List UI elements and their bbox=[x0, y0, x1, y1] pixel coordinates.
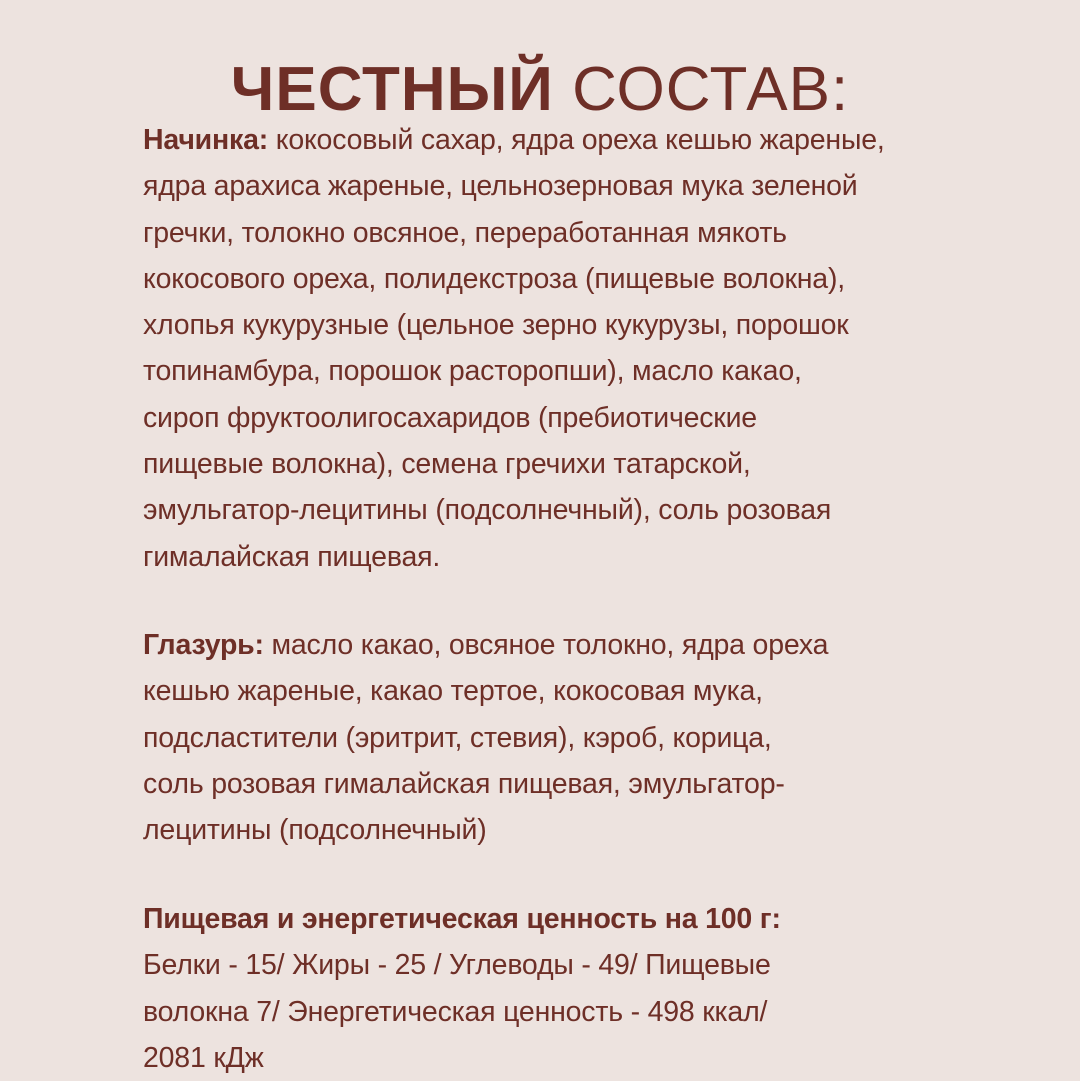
glaze-line: соль розовая гималайская пищевая, эмульгатор- bbox=[143, 767, 785, 800]
filling-line: пищевые волокна), семена гречихи татарской, bbox=[143, 448, 751, 481]
glaze-ingredients-section bbox=[143, 622, 1043, 853]
glaze-line: лецитины (подсолнечный) bbox=[143, 814, 487, 847]
filling-label: Начинка: bbox=[143, 124, 269, 156]
filling-line: гималайская пищевая. bbox=[143, 540, 441, 573]
nutrition-heading: Пищевая и энергетическая ценность на 100 г: bbox=[143, 903, 781, 935]
filling-line: топинамбура, порошок расторопши), масло какао, bbox=[143, 355, 802, 388]
filling-text: кокосовый сахар, ядра ореха кешью жареные, bbox=[268, 124, 885, 156]
nutrition-line: волокна 7/ Энергетическая ценность - 498 ккал/ bbox=[143, 995, 768, 1028]
page-title bbox=[0, 54, 1080, 126]
filling-line: кокосового ореха, полидекстроза (пищевые волокна), bbox=[143, 262, 845, 295]
glaze-line: подсластители (эритрит, стевия), кэроб, корица, bbox=[143, 721, 772, 754]
filling-line: эмульгатор-лецитины (подсолнечный), соль розовая bbox=[143, 494, 832, 527]
title-regular: СОСТАВ: bbox=[553, 54, 850, 124]
filling-line bbox=[143, 117, 1043, 163]
filling-line: сироп фруктоолигосахаридов (пребиотические bbox=[143, 401, 757, 434]
nutrition-line: 2081 кДж bbox=[143, 1041, 264, 1074]
glaze-label: Глазурь: bbox=[143, 629, 264, 661]
filling-line: гречки, толокно овсяное, переработанная мякоть bbox=[143, 216, 787, 249]
nutrition-facts-section bbox=[143, 896, 1043, 1081]
glaze-line bbox=[143, 622, 1043, 668]
filling-line: ядра арахиса жареные, цельнозерновая мука зеленой bbox=[143, 170, 858, 203]
filling-ingredients-section bbox=[143, 117, 1043, 580]
nutrition-line: Белки - 15/ Жиры - 25 / Углеводы - 49/ Пищевые bbox=[143, 949, 771, 982]
glaze-line: кешью жареные, какао тертое, кокосовая мука, bbox=[143, 675, 763, 708]
glaze-text: масло какао, овсяное толокно, ядра ореха bbox=[263, 629, 829, 661]
filling-line: хлопья кукурузные (цельное зерно кукурузы, порошок bbox=[143, 309, 849, 342]
title-bold: ЧЕСТНЫЙ bbox=[230, 54, 554, 124]
